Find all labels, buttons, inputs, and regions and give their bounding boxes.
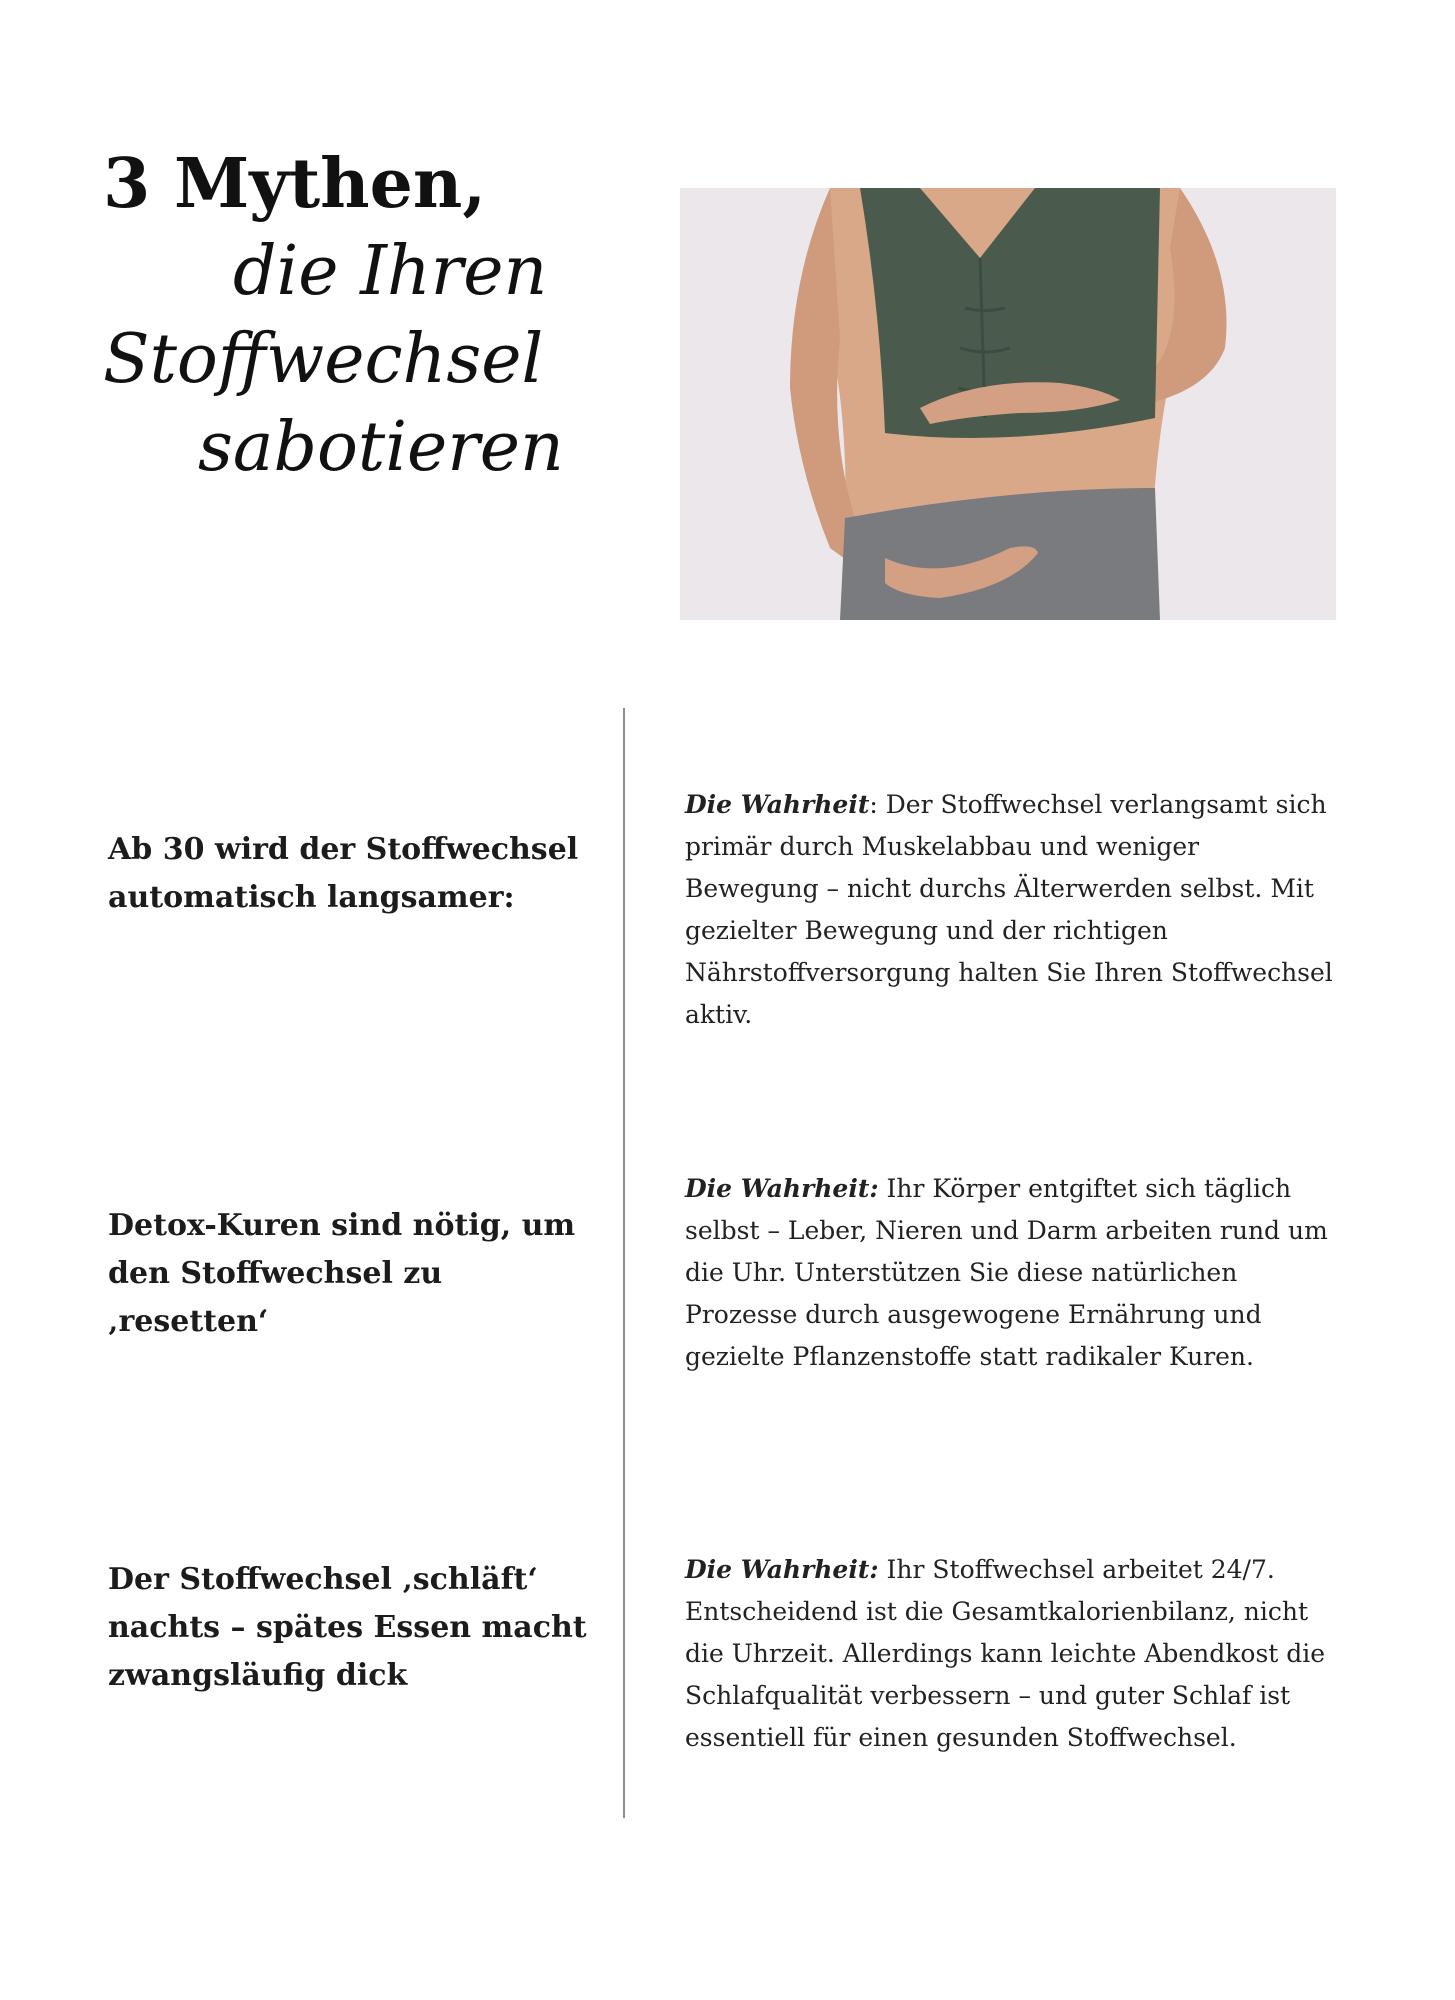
title-line-4: sabotieren	[198, 408, 564, 487]
truth-text: : Der Stoffwechsel verlangsamt sich primär durch Muskelabbau und weniger Bewegung – nicht durchs Älterwerden selbst. Mit gezielter Bewegung und der richtigen Nährstoffversorgung halten Sie Ihren Stoffwechsel aktiv.	[685, 790, 1333, 1029]
page-title	[103, 140, 663, 492]
photo-illustration	[680, 188, 1336, 620]
truth-paragraph	[685, 1168, 1340, 1378]
title-line-1: 3 Mythen,	[103, 144, 486, 224]
title-line-2: die Ihren	[233, 232, 548, 311]
woman-midriff-photo	[680, 188, 1336, 620]
myth-statement: Der Stoffwechsel ‚schläft‘ nachts – spätes Essen macht zwangsläufig dick	[108, 1562, 587, 1693]
truth-text: Ihr Körper entgiftet sich täglich selbst – Leber, Nieren und Darm arbeiten rund um die Uhr. Unterstützen Sie diese natürlichen Prozesse durch ausgewogene Ernährung und gezielte Pflanzenstoffe statt radikaler Kuren.	[685, 1174, 1328, 1371]
truth-text: Ihr Stoffwechsel arbeitet 24/7. Entscheidend ist die Gesamtkalorienbilanz, nicht die Uhrzeit. Allerdings kann leichte Abendkost die Schlafqualität verbessern – und guter Schlaf ist essentiell für einen gesunden Stoffwechsel.	[685, 1555, 1326, 1752]
myth-statement: Detox-Kuren sind nötig, um den Stoffwechsel zu ‚resetten‘	[108, 1208, 576, 1339]
truth-paragraph	[685, 784, 1340, 1036]
truth-lead: Die Wahrheit:	[685, 1174, 879, 1203]
title-line-3: Stoffwechsel	[103, 320, 544, 399]
truth-lead: Die Wahrheit:	[685, 1555, 879, 1584]
myth-statement: Ab 30 wird der Stoffwechsel automatisch langsamer:	[108, 832, 579, 915]
column-divider	[623, 708, 625, 1818]
truth-lead: Die Wahrheit	[685, 790, 870, 819]
truth-paragraph	[685, 1549, 1340, 1759]
